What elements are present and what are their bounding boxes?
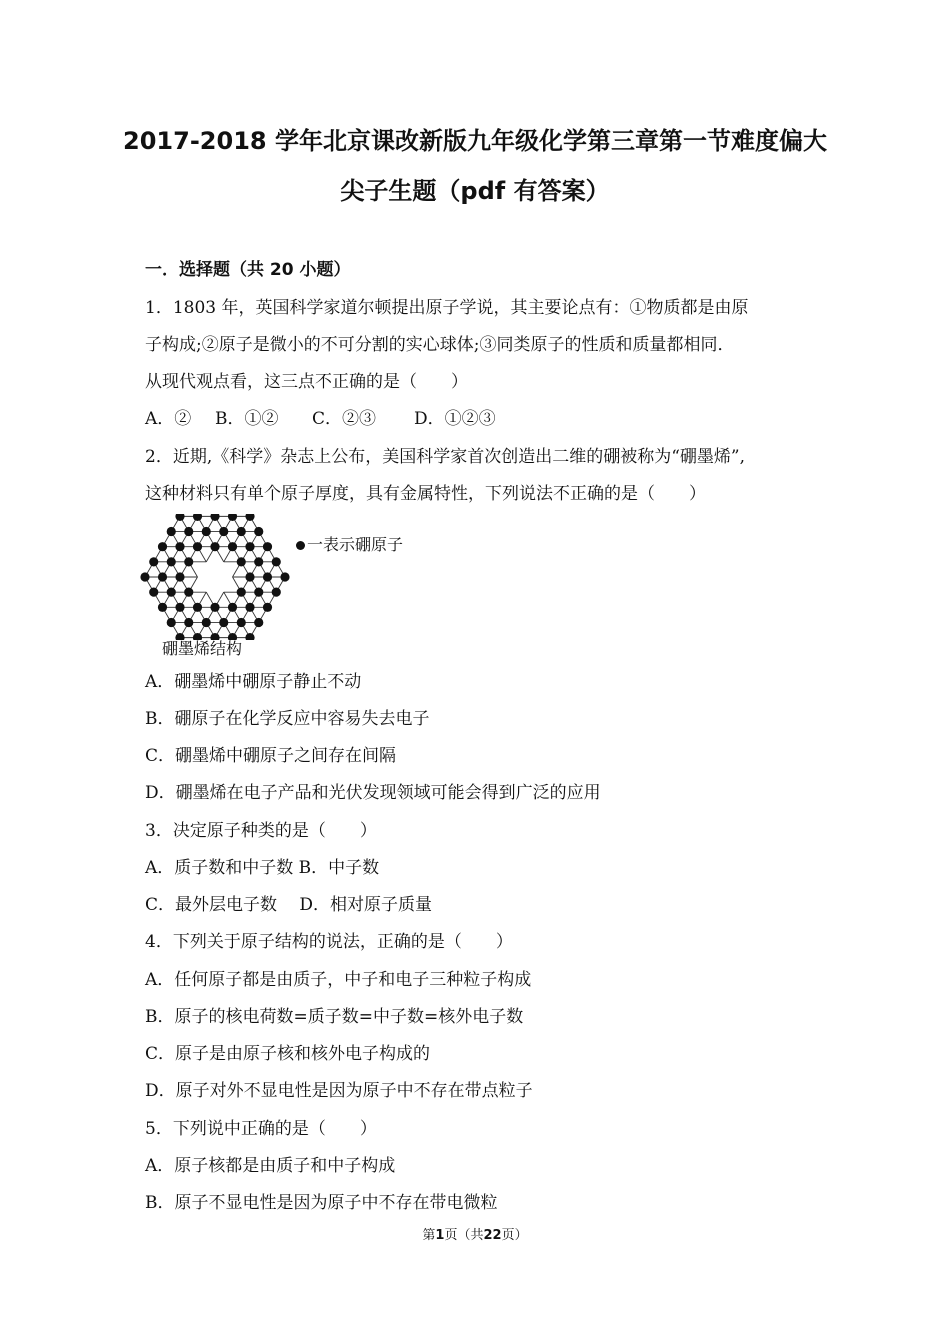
- q1-options: [145, 407, 496, 431]
- boron-atom: [175, 572, 184, 581]
- boron-atom: [245, 514, 254, 521]
- boron-atom: [158, 542, 167, 551]
- q4-stem: 4．下列关于原子结构的说法，正确的是（ ）: [145, 932, 513, 952]
- figure-legend-text: 一表示硼原子: [307, 535, 404, 554]
- boron-atom: [245, 542, 254, 551]
- section-heading: 一．选择题（共 20 小题）: [145, 260, 351, 280]
- q4-option-d: D．原子对外不显电性是因为原子中不存在带点粒子: [145, 1081, 533, 1101]
- boron-atom: [184, 618, 193, 627]
- q2-stem-line2: 这种材料只有单个原子厚度，具有金属特性，下列说法不正确的是（ ）: [145, 484, 706, 504]
- boron-atom: [263, 603, 272, 612]
- q5-option-a: A．原子核都是由质子和中子构成: [145, 1156, 396, 1176]
- q2-option-c: C．硼墨烯中硼原子之间存在间隔: [145, 746, 397, 766]
- figure-caption: 硼墨烯结构: [162, 639, 243, 658]
- boron-atom: [237, 557, 246, 566]
- figure-legend: [296, 534, 403, 556]
- page-title-line1: 2017-2018 学年北京课改新版九年级化学第三章第一节难度偏大: [123, 127, 827, 155]
- q4-option-a: A．任何原子都是由质子，中子和电子三种粒子构成: [145, 970, 532, 990]
- boron-atom: [193, 514, 202, 521]
- footer-total-pages: 22: [483, 1228, 502, 1243]
- q1-stem-line1: 1．1803 年，英国科学家道尔顿提出原子学说，其主要论点有：①物质都是由原: [145, 298, 749, 318]
- boron-atom: [210, 542, 219, 551]
- q2-option-d: D．硼墨烯在电子产品和光伏发现领域可能会得到广泛的应用: [145, 783, 601, 803]
- boron-atom: [184, 557, 193, 566]
- boron-atom: [280, 572, 289, 581]
- boron-atom: [149, 557, 158, 566]
- boron-atom: [193, 542, 202, 551]
- q1-option-d: D．①②③: [414, 409, 496, 429]
- q1-option-c: C．②③: [312, 409, 377, 429]
- boron-atom: [237, 618, 246, 627]
- q1-option-b: B．①②: [215, 409, 279, 429]
- q4-option-c: C．原子是由原子核和核外电子构成的: [145, 1044, 431, 1064]
- boron-atom: [167, 588, 176, 597]
- footer-page-number: 1: [435, 1228, 445, 1243]
- boron-atom: [245, 572, 254, 581]
- boron-atom: [228, 603, 237, 612]
- boron-atom: [184, 527, 193, 536]
- boron-atom: [202, 527, 211, 536]
- boron-atom: [158, 572, 167, 581]
- boron-atom: [149, 588, 158, 597]
- boron-atom: [219, 618, 228, 627]
- boron-atom: [254, 588, 263, 597]
- boron-atom: [245, 633, 254, 640]
- boron-atom: [219, 527, 228, 536]
- boron-atom: [254, 527, 263, 536]
- boron-atom: [175, 603, 184, 612]
- boron-atom: [228, 542, 237, 551]
- boron-atom: [254, 557, 263, 566]
- boron-atom: [254, 618, 263, 627]
- boron-atom: [140, 572, 149, 581]
- boron-atom: [237, 588, 246, 597]
- boron-atom: [272, 588, 281, 597]
- boron-atom: [228, 514, 237, 521]
- boron-atom: [193, 603, 202, 612]
- boron-atom: [210, 603, 219, 612]
- boron-atom: [158, 603, 167, 612]
- boron-atom: [263, 542, 272, 551]
- q1-stem-line3: 从现代观点看，这三点不正确的是（ ）: [145, 372, 468, 392]
- q1-option-a: A．②: [145, 409, 192, 429]
- q3-stem: 3．决定原子种类的是（ ）: [145, 821, 377, 841]
- boron-atom: [272, 557, 281, 566]
- borophene-lattice-diagram: [140, 514, 290, 640]
- q5-stem: 5．下列说中正确的是（ ）: [145, 1119, 377, 1139]
- footer-suffix: 页）: [501, 1228, 528, 1243]
- boron-atom: [210, 514, 219, 521]
- boron-atom: [245, 603, 254, 612]
- boron-atom: [167, 618, 176, 627]
- boron-atom: [167, 557, 176, 566]
- q2-stem-line1: 2．近期,《科学》杂志上公布，美国科学家首次创造出二维的硼被称为“硼墨烯”,: [145, 447, 746, 467]
- boron-atom: [202, 618, 211, 627]
- boron-atom: [263, 572, 272, 581]
- page-footer: [0, 1227, 950, 1245]
- boron-atom: [175, 514, 184, 521]
- page-title-line2: 尖子生题（pdf 有答案）: [340, 177, 610, 205]
- q3-options-row1: A．质子数和中子数 B．中子数: [145, 858, 380, 878]
- q4-option-b: B．原子的核电荷数=质子数=中子数=核外电子数: [145, 1007, 524, 1027]
- boron-atom: [175, 542, 184, 551]
- q2-option-b: B．硼原子在化学反应中容易失去电子: [145, 709, 430, 729]
- footer-prefix: 第: [422, 1228, 436, 1243]
- boron-atom-dot-icon: [296, 541, 305, 550]
- q3-options-row2: C．最外层电子数 D．相对原子质量: [145, 895, 433, 915]
- boron-atom: [237, 527, 246, 536]
- q2-option-a: A．硼墨烯中硼原子静止不动: [145, 672, 362, 692]
- boron-atom: [184, 588, 193, 597]
- q1-stem-line2: 子构成;②原子是微小的不可分割的实心球体;③同类原子的性质和质量都相同．: [145, 335, 735, 355]
- footer-mid: 页（共: [444, 1228, 484, 1243]
- boron-atom: [167, 527, 176, 536]
- q5-option-b: B．原子不显电性是因为原子中不存在带电微粒: [145, 1193, 498, 1213]
